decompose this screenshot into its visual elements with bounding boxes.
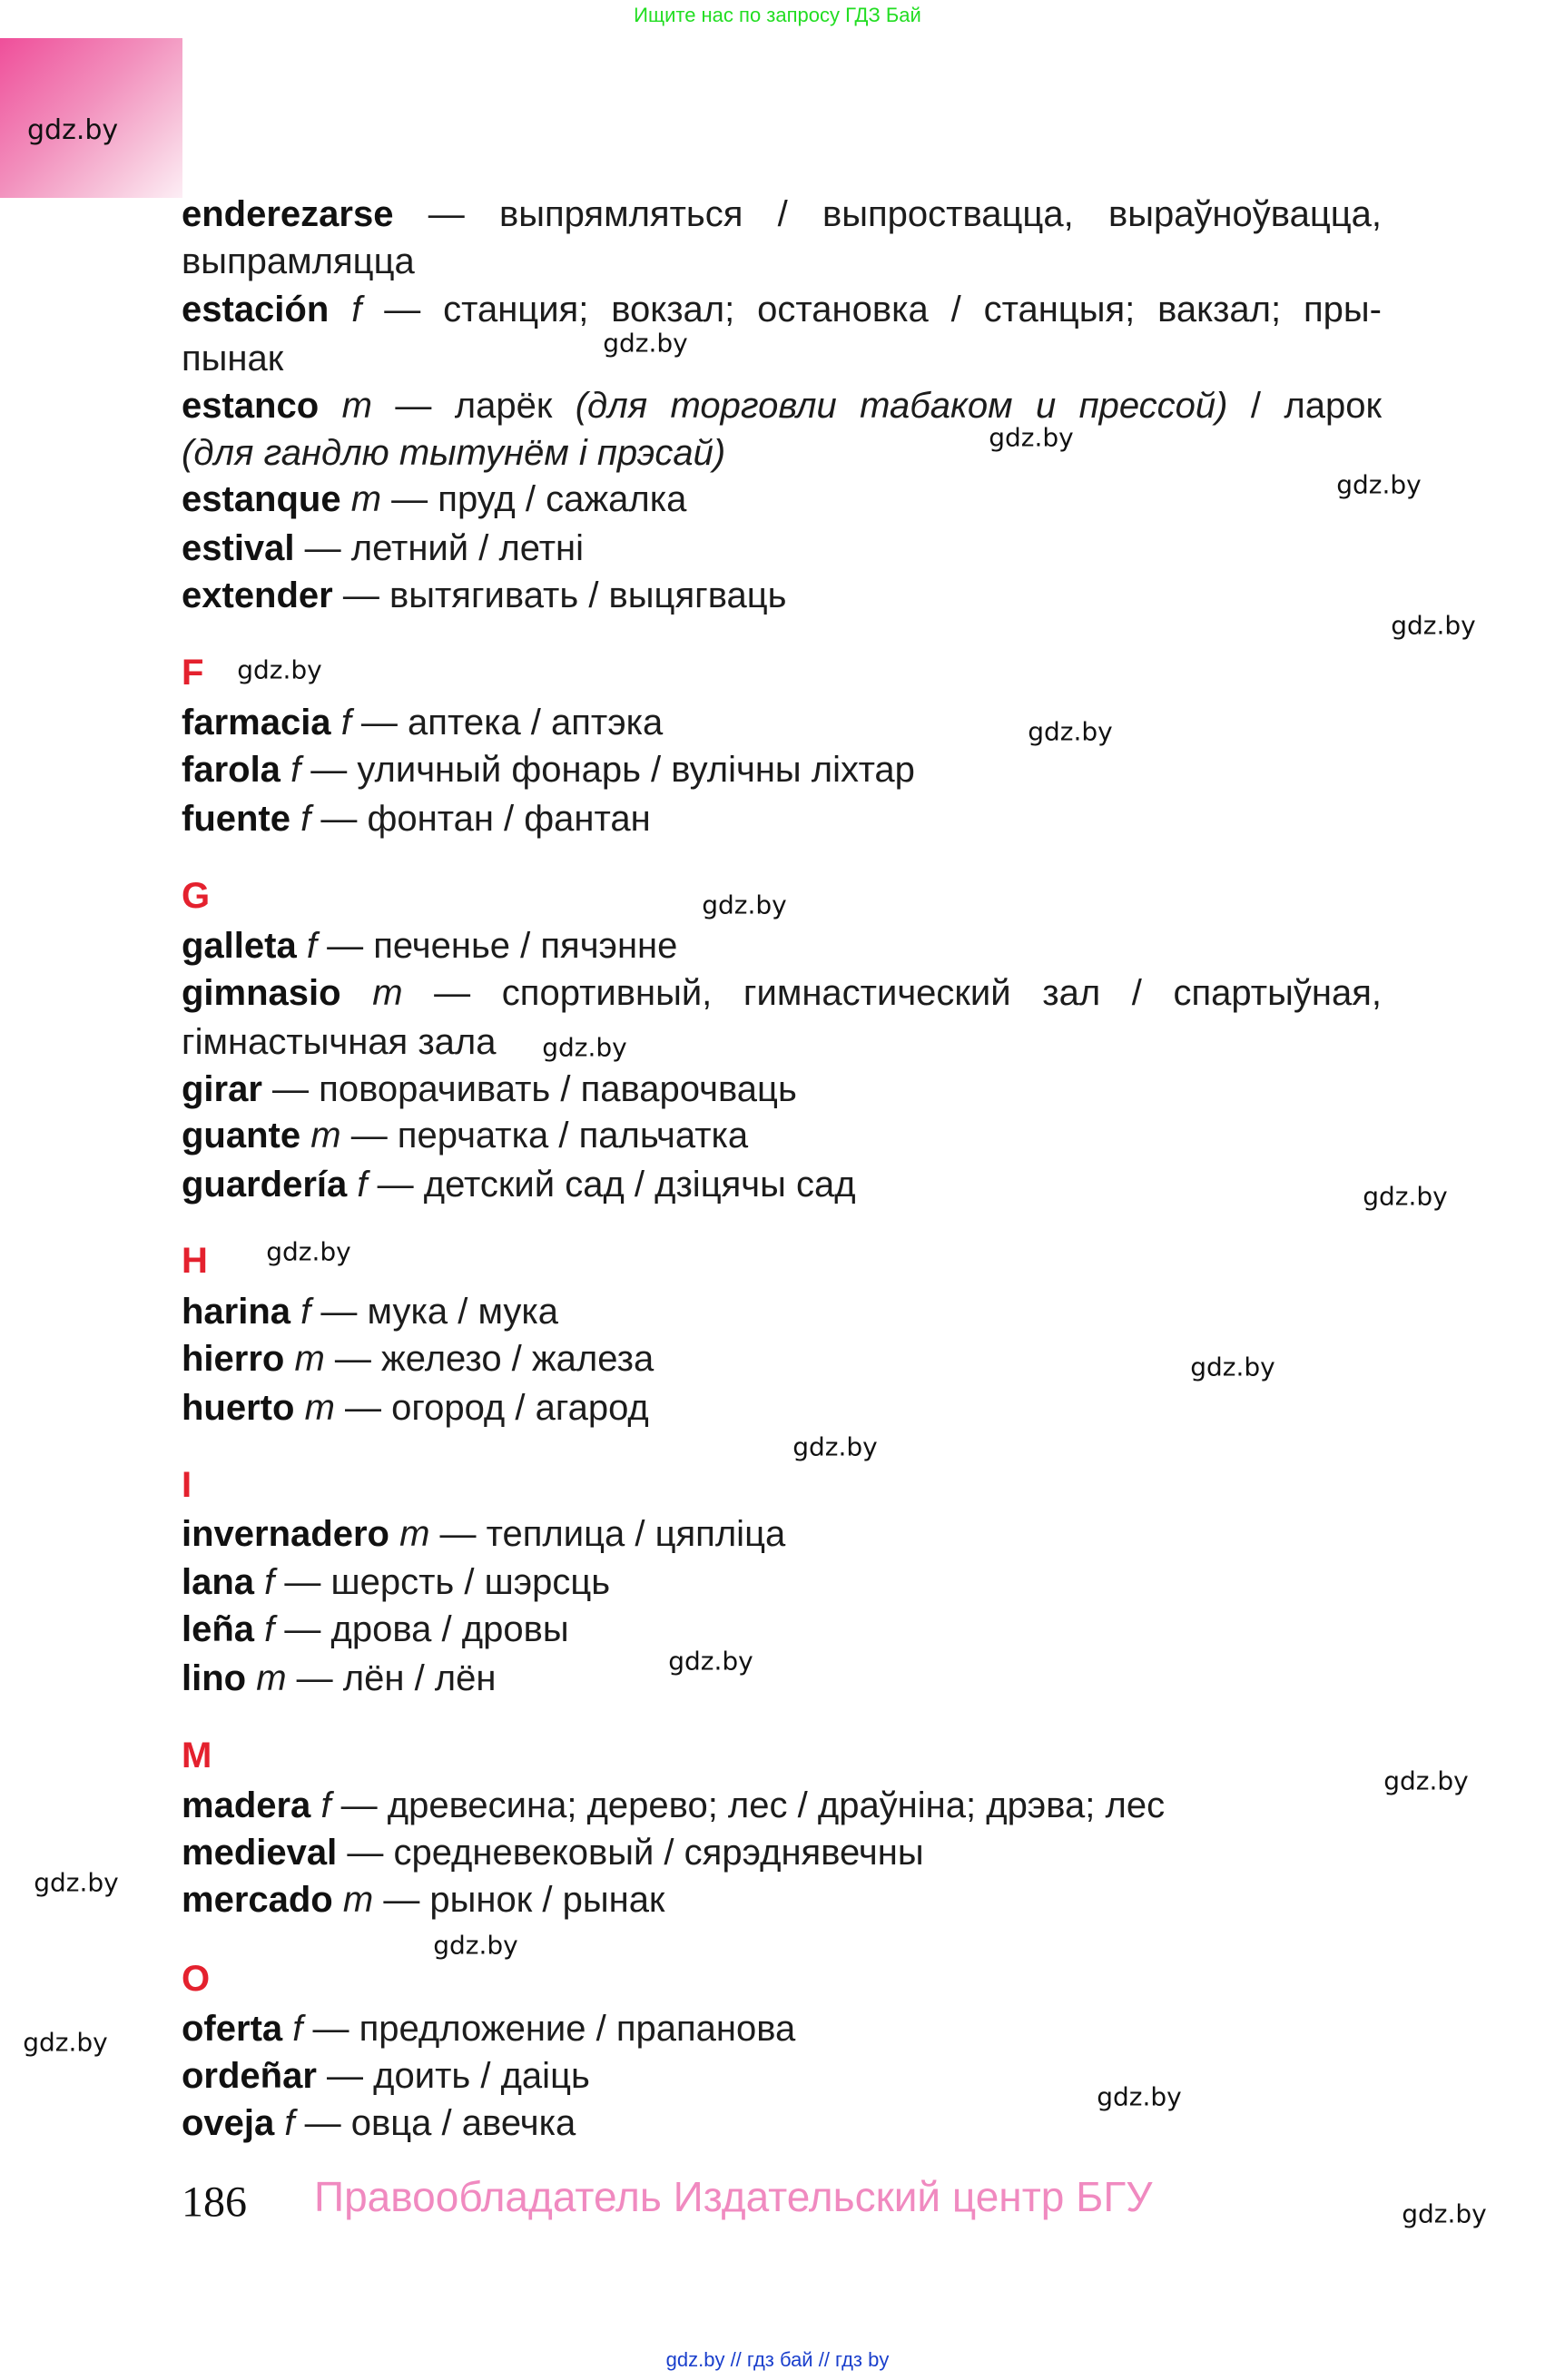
corner-gradient-box — [0, 38, 182, 198]
headword: mercado — [182, 1880, 333, 1920]
translation: — спортивный, гимнастический зал / спартыўная, — [402, 973, 1382, 1013]
section-letter-o: O — [182, 1959, 211, 1999]
watermark: gdz.by — [23, 2027, 108, 2058]
translation: — овца / авечка — [294, 2103, 576, 2143]
headword: guardería — [182, 1165, 348, 1205]
gender-marker: f — [284, 2103, 295, 2143]
entry-guarderia — [182, 1161, 856, 1208]
watermark: gdz.by — [702, 890, 787, 920]
translation: — средневековый / сярэднявечны — [337, 1833, 924, 1873]
entry-hierro — [182, 1335, 654, 1382]
watermark: gdz.by — [792, 1431, 878, 1462]
bottom-site-links[interactable]: gdz.by // гдз бай // гдз by — [665, 2348, 890, 2371]
gender-marker: f — [340, 703, 351, 743]
translation: — вытягивать / выцягваць — [332, 575, 787, 615]
headword: estanque — [182, 479, 341, 519]
gender-marker: m — [294, 1339, 325, 1379]
corner-watermark: gdz.by — [27, 114, 119, 146]
watermark: gdz.by — [1097, 2081, 1182, 2112]
entry-guante — [182, 1112, 748, 1159]
entry-enderezarse — [182, 191, 1382, 238]
gender-marker: f — [300, 799, 311, 839]
entry-farmacia — [182, 699, 663, 746]
section-letter-i: I — [182, 1465, 192, 1505]
translation: — огород / агарод — [334, 1388, 649, 1428]
entry-huerto — [182, 1384, 649, 1431]
headword: invernadero — [182, 1514, 389, 1554]
watermark: gdz.by — [1028, 716, 1113, 747]
headword: enderezarse — [182, 194, 394, 234]
entry-galleta — [182, 922, 677, 969]
gender-marker: f — [357, 1165, 368, 1205]
gender-marker: f — [264, 1609, 275, 1649]
translation: — выпрямляться / выпроствацца, выраўноўвацца, — [393, 194, 1382, 234]
gender-marker: m — [342, 1880, 374, 1920]
gender-marker: m — [399, 1514, 430, 1554]
headword: madera — [182, 1785, 311, 1825]
entry-estanco — [182, 382, 1382, 429]
gender-marker: f — [292, 2009, 303, 2049]
entry-extender — [182, 572, 787, 619]
section-letter-m: M — [182, 1736, 212, 1775]
translation: — поворачивать / паварочваць — [261, 1069, 797, 1109]
entry-fuente — [182, 795, 651, 842]
entry-madera — [182, 1782, 1165, 1829]
watermark: gdz.by — [266, 1236, 351, 1267]
entry-gimnasio — [182, 969, 1382, 1017]
gender-marker: f — [320, 1785, 331, 1825]
entry-medieval — [182, 1829, 924, 1876]
gender-marker: f — [306, 926, 317, 966]
section-letter-f: F — [182, 653, 204, 693]
headword: oveja — [182, 2103, 275, 2143]
translation: — рынок / рынак — [373, 1880, 665, 1920]
translation: — ларёк — [371, 386, 576, 426]
entry-oferta — [182, 2005, 795, 2052]
watermark: gdz.by — [603, 328, 688, 359]
watermark: gdz.by — [989, 422, 1074, 453]
translation: — перчатка / пальчатка — [340, 1116, 749, 1156]
watermark: gdz.by — [668, 1646, 753, 1677]
section-letter-h: H — [182, 1241, 208, 1281]
gender-marker: m — [304, 1388, 335, 1428]
entry-continuation: выпрамляцца — [182, 241, 415, 281]
search-banner: Ищите нас по запросу ГДЗ Бай — [634, 4, 921, 26]
translation: — теплица / цяпліца — [429, 1514, 786, 1554]
headword: lana — [182, 1562, 255, 1602]
headword: hierro — [182, 1339, 285, 1379]
translation: — дрова / дровы — [274, 1609, 569, 1649]
gender-marker: m — [350, 479, 382, 519]
gender-marker: f — [264, 1562, 275, 1602]
watermark: gdz.by — [1336, 469, 1422, 500]
entry-estanque — [182, 476, 686, 523]
gender-marker: f — [351, 290, 362, 329]
entry-continuation: гімнастычная зала — [182, 1022, 497, 1062]
headword: harina — [182, 1292, 291, 1332]
translation: — летний / летні — [294, 528, 585, 568]
watermark: gdz.by — [1391, 610, 1476, 641]
entry-mercado — [182, 1876, 664, 1923]
translation: — фонтан / фантан — [310, 799, 651, 839]
headword: gimnasio — [182, 973, 341, 1013]
headword: huerto — [182, 1388, 295, 1428]
headword: galleta — [182, 926, 297, 966]
entry-lena — [182, 1606, 569, 1653]
gender-marker: f — [290, 750, 301, 790]
copyright-notice: Правообладатель Издательский центр БГУ — [314, 2173, 1153, 2220]
translation: — аптека / аптэка — [350, 703, 664, 743]
entry-invernadero — [182, 1510, 785, 1558]
translation: — станция; вокзал; остановка / станцыя; вакзал; пры- — [361, 290, 1382, 329]
gender-marker: m — [372, 973, 403, 1013]
gender-marker: m — [310, 1116, 341, 1156]
watermark: gdz.by — [1383, 1765, 1469, 1796]
translation: — лён / лён — [286, 1658, 497, 1698]
watermark: gdz.by — [1402, 2198, 1487, 2229]
gender-marker: m — [341, 386, 372, 426]
translation: — шерсть / шэрсць — [274, 1562, 611, 1602]
translation: — предложение / прапанова — [302, 2009, 796, 2049]
headword: leña — [182, 1609, 255, 1649]
watermark: gdz.by — [433, 1930, 518, 1961]
translation: / ларок — [1227, 386, 1383, 426]
usage-note: (для торговли табаком и прессой) — [575, 386, 1228, 426]
entry-farola — [182, 746, 915, 793]
translation: — уличный фонарь / вулічны ліхтар — [300, 750, 915, 790]
translation: — детский сад / дзіцячы сад — [367, 1165, 856, 1205]
translation: — пруд / сажалка — [381, 479, 687, 519]
entry-ordenar — [182, 2052, 590, 2100]
translation: — железо / жалеза — [324, 1339, 654, 1379]
headword: oferta — [182, 2009, 283, 2049]
watermark: gdz.by — [1190, 1352, 1275, 1382]
translation: — доить / даіць — [316, 2056, 590, 2096]
watermark: gdz.by — [542, 1032, 627, 1063]
translation: — древесина; дерево; лес / драўніна; дрэва; лес — [330, 1785, 1166, 1825]
headword: extender — [182, 575, 333, 615]
gender-marker: m — [256, 1658, 287, 1698]
watermark: gdz.by — [1363, 1181, 1448, 1212]
entry-estacion — [182, 286, 1382, 333]
entry-harina — [182, 1288, 558, 1335]
headword: estanco — [182, 386, 320, 426]
translation: — мука / мука — [310, 1292, 559, 1332]
entry-lino — [182, 1655, 496, 1702]
page-number: 186 — [182, 2178, 247, 2227]
headword: fuente — [182, 799, 290, 839]
translation: — печенье / пячэнне — [316, 926, 678, 966]
entry-estival — [182, 525, 584, 572]
entry-continuation: пынак — [182, 339, 284, 379]
headword: estival — [182, 528, 295, 568]
entry-oveja — [182, 2100, 576, 2147]
headword: lino — [182, 1658, 247, 1698]
section-letter-g: G — [182, 876, 211, 916]
watermark: gdz.by — [237, 654, 322, 685]
headword: farola — [182, 750, 280, 790]
headword: farmacia — [182, 703, 331, 743]
entry-continuation: (для гандлю тытунём і прэсай) — [182, 433, 726, 473]
headword: estación — [182, 290, 330, 329]
headword: ordeñar — [182, 2056, 317, 2096]
headword: medieval — [182, 1833, 338, 1873]
entry-girar — [182, 1066, 797, 1113]
headword: girar — [182, 1069, 262, 1109]
gender-marker: f — [300, 1292, 311, 1332]
headword: guante — [182, 1116, 301, 1156]
watermark: gdz.by — [34, 1867, 119, 1898]
entry-lana — [182, 1559, 610, 1606]
